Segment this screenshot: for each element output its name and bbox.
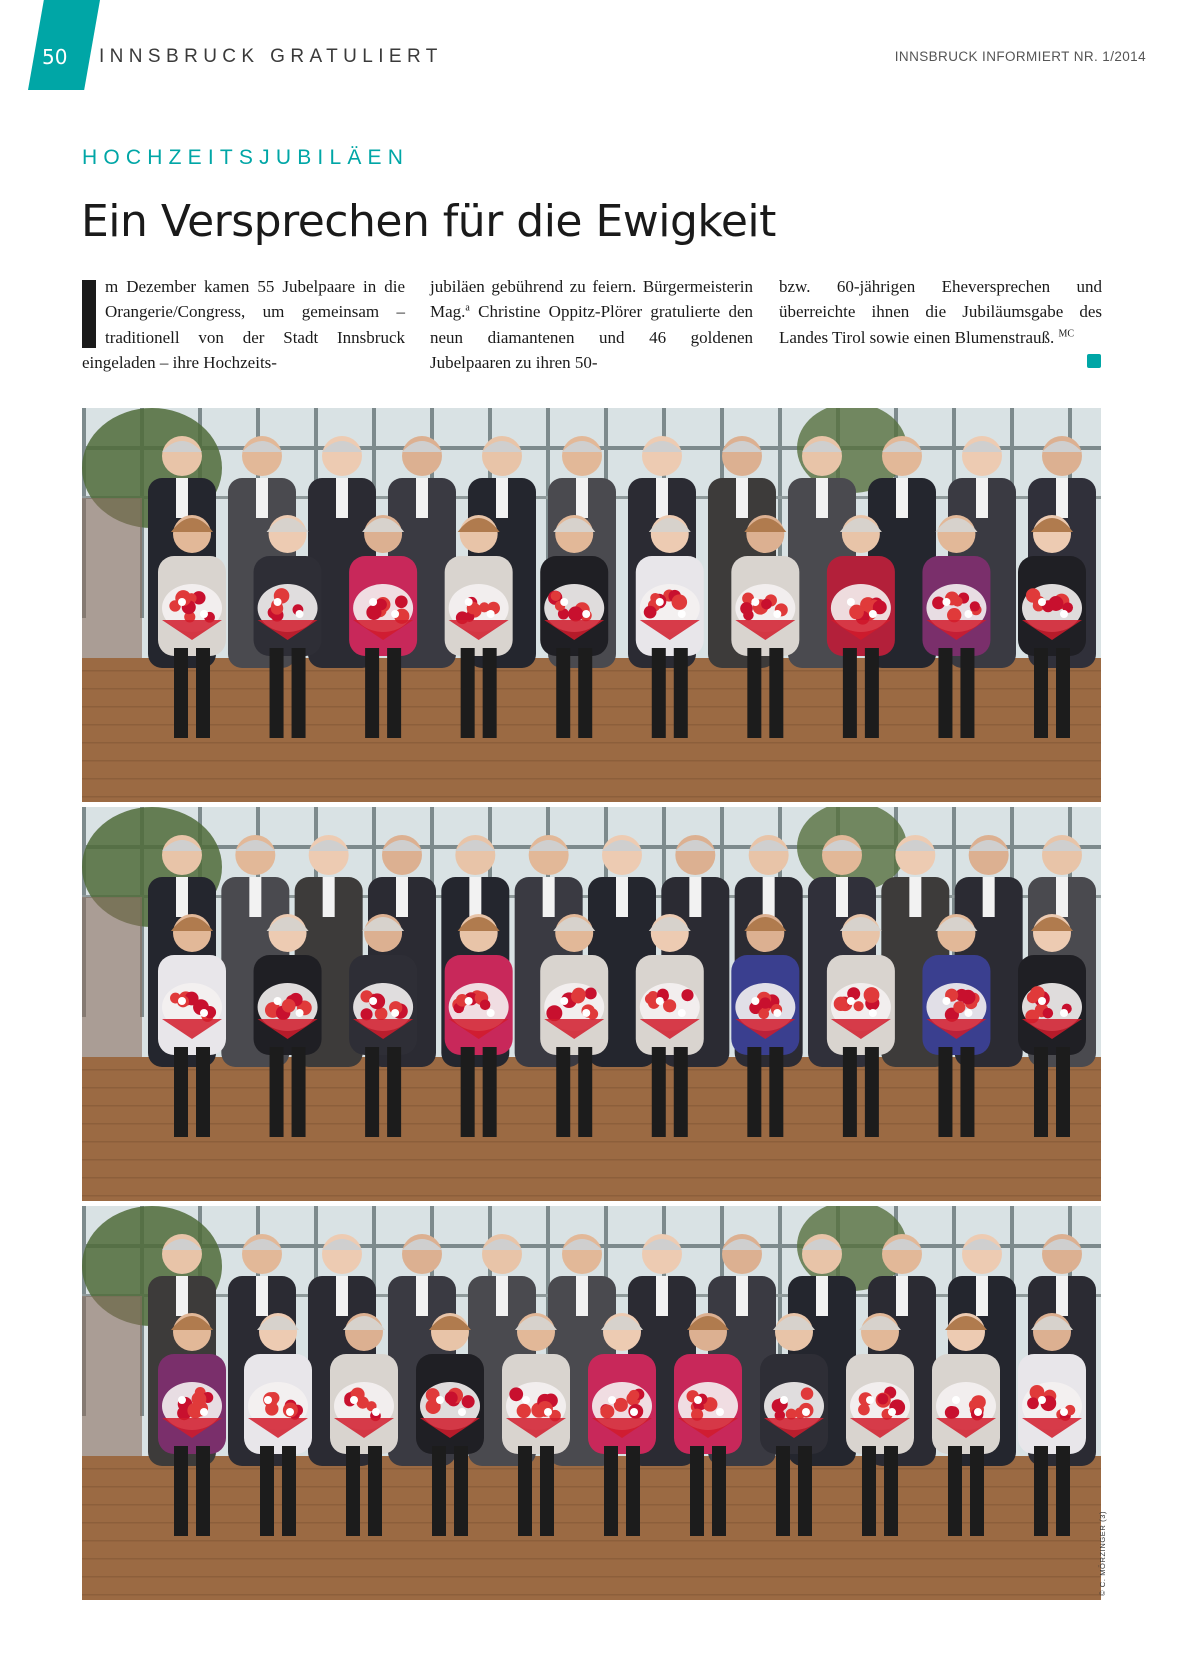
group-photo-2: [82, 807, 1101, 1201]
author-initials: MC: [1058, 328, 1075, 340]
group-photo-3: [82, 1206, 1101, 1600]
issue-label: INNSBRUCK INFORMIERT NR. 1/2014: [894, 49, 1146, 64]
drop-cap: [82, 280, 96, 348]
article-column-1: [82, 274, 405, 376]
column-2-superscript: a: [465, 302, 470, 314]
photo-credit: © C. MÖRZINGER (3): [1098, 1510, 1107, 1596]
column-3-text: bzw. 60-jährigen Eheversprechen und überreichte ihnen die Jubiläumsgabe des Landes Tirol sowie einen Blumenstrauß.: [779, 277, 1102, 347]
column-1-text: m Dezember kamen 55 Jubelpaare in die Orangerie/Congress, um gemeinsam – traditionell von der Stadt Innsbruck eingeladen – ihre Hochzeits-: [82, 277, 405, 373]
column-2-text-b: Christine Oppitz-Plörer gratulierte den neun diamantenen und 46 goldenen Jubelpaaren zu ihren 50-: [430, 302, 753, 373]
article-column-2: [430, 274, 753, 376]
column-2-text-a: jubiläen gebührend zu feiern. Bürgermeisterin Mag.: [430, 277, 753, 322]
group-photo-1: [82, 408, 1101, 802]
article-kicker: HOCHZEITSJUBILÄEN: [82, 146, 410, 169]
section-title: INNSBRUCK GRATULIERT: [99, 46, 443, 67]
page-number: 50: [42, 45, 68, 69]
article-column-3: [779, 274, 1102, 350]
end-mark-icon: [1087, 354, 1101, 368]
article-headline: Ein Versprechen für die Ewigkeit: [81, 196, 776, 247]
